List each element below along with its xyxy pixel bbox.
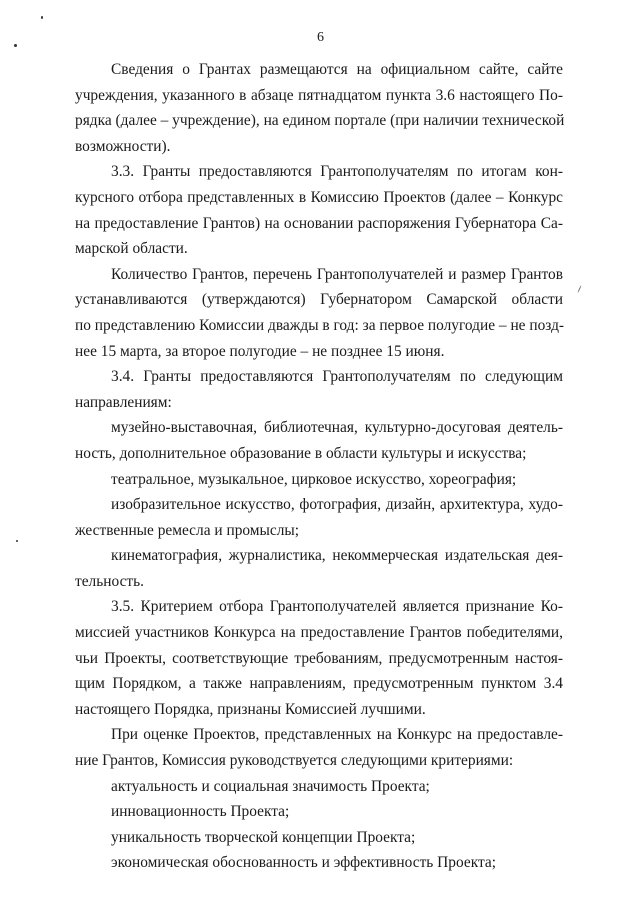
text-line: чьи Проекты, соответствующие требованиям, предусмотренным настоя- (75, 649, 563, 667)
page-number: 6 (317, 30, 324, 45)
text-line: кинематография, журналистика, некоммерческая издательская дея- (111, 547, 563, 565)
document-body (75, 57, 563, 876)
text-line: на предоставление Грантов) на основании распоряжения Губернатора Са- (75, 214, 563, 232)
text-line: устанавливаются (утверждаются) Губернатором Самарской области (75, 291, 563, 309)
text-line: ность, дополнительное образование в области культуры и искусства; (75, 444, 527, 462)
text-line: нее 15 марта, за второе полугодие – не позднее 15 июня. (75, 342, 445, 360)
text-line: ние Грантов, Комиссия руководствуется следующими критериями: (75, 752, 514, 770)
scan-speck (41, 16, 43, 19)
text-block (75, 57, 563, 876)
text-line: При оценке Проектов, представленных на Конкурс на предоставле- (111, 726, 563, 744)
text-line: 3.4. Гранты предоставляются Грантополучателям по следующим (111, 368, 563, 386)
text-line: возможности). (75, 137, 171, 155)
text-line: уникальность творческой концепции Проекта; (111, 828, 416, 846)
text-line: театральное, музыкальное, цирковое искусство, хореография; (111, 470, 517, 488)
text-line: изобразительное искусство, фотография, дизайн, архитектура, худо- (111, 496, 563, 514)
text-line: инновационность Проекта; (111, 803, 290, 821)
text-line: Сведения о Грантах размещаются на официальном сайте, сайте (111, 61, 563, 78)
text-line: актуальность и социальная значимость Проекта; (111, 777, 430, 795)
text-line: Количество Грантов, перечень Грантополучателей и размер Грантов (111, 265, 563, 283)
text-line: миссией участников Конкурса на предоставление Грантов победителями, (75, 624, 563, 642)
text-line: музейно-выставочная, библиотечная, культурно-досуговая деятель- (111, 419, 563, 437)
text-line: жественные ремесла и промыслы; (75, 521, 299, 539)
text-line: курсного отбора представленных в Комиссию Проектов (далее – Конкурс (75, 188, 563, 206)
text-line: марской области. (75, 240, 188, 258)
text-line: 3.3. Гранты предоставляются Грантополучателям по итогам кон- (111, 163, 563, 181)
text-line: тельность. (75, 572, 144, 590)
text-line: настоящего Порядка, признаны Комиссией лучшими. (75, 700, 426, 718)
text-line: рядка (далее – учреждение), на едином портале (при наличии технической (75, 112, 565, 130)
text-line: щим Порядком, а также направлениям, предусмотренным пунктом 3.4 (75, 675, 563, 693)
text-line: 3.5. Критерием отбора Грантополучателей является признание Ко- (111, 598, 563, 616)
text-line: учреждения, указанного в абзаце пятнадцатом пункта 3.6 настоящего По- (75, 86, 563, 104)
text-line: экономическая обоснованность и эффективность Проекта; (111, 854, 496, 872)
text-line: направлениям: (75, 393, 172, 411)
scan-speck (16, 540, 18, 542)
text-line: по представлению Комиссии дважды в год: за первое полугодие – не позд- (75, 316, 565, 334)
scan-mark (577, 285, 581, 293)
